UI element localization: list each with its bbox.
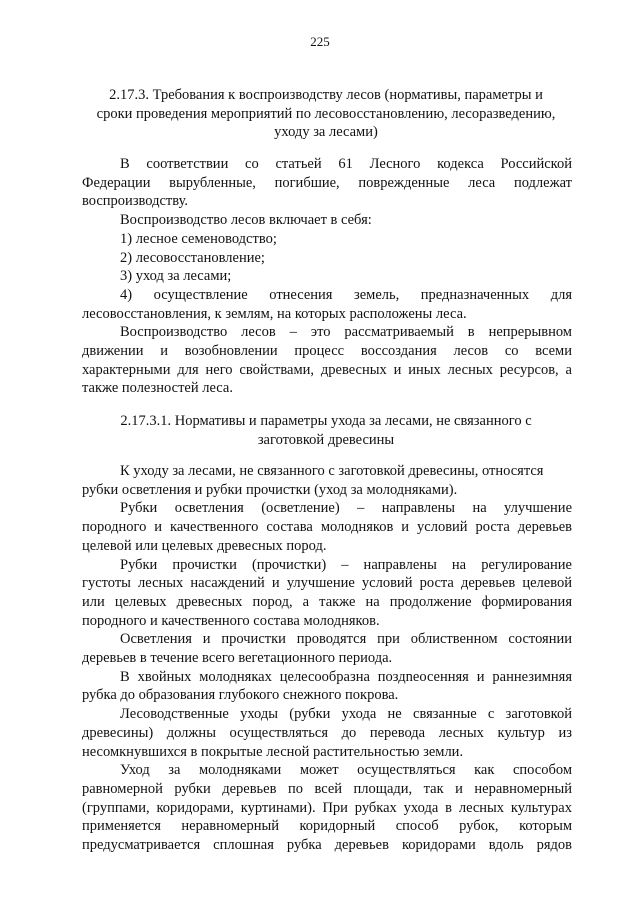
text-line: Уход за молодняками может осуществляться как способом: [120, 762, 572, 779]
text-line: предусматривается сплошная рубка деревьев коридорами вдоль рядов: [82, 837, 572, 854]
heading-line: сроки проведения мероприятий по лесовосстановлению, лесоразведению,: [96, 105, 556, 122]
text-line: Осветления и прочистки проводятся при облиственном состоянии: [120, 631, 572, 648]
text-line: густоты лесных насаждений и улучшение условий роста деревьев целевой: [82, 575, 572, 592]
text-line: несомкнувшихся в покрытые лесной растительностью земли.: [82, 743, 464, 760]
text-line: воспроизводству.: [82, 193, 189, 210]
section-body-2-17-3-1: [82, 462, 572, 855]
text-line: Федерации вырубленные, погибшие, поврежденные леса подлежат: [82, 174, 572, 191]
text-line: равномерной рубки деревьев по всей площади, так и неравномерный: [82, 780, 572, 797]
section-heading-2-17-3: [82, 86, 570, 142]
heading-line: уходу за лесами): [274, 124, 378, 140]
section-heading-2-17-3-1: [82, 412, 570, 449]
text-line: рубка до образования глубокого снежного покрова.: [82, 687, 399, 704]
list-item: 4) осуществление отнесения земель, предназначенных для: [120, 286, 572, 303]
text-line: К уходу за лесами, не связанного с заготовкой древесины, относятся: [120, 463, 544, 479]
section-body-2-17-3: [82, 155, 572, 398]
text-line: В соответствии со статьей 61 Лесного кодекса Российской: [120, 156, 572, 172]
text-line: целевой или целевых древесных пород.: [82, 537, 327, 554]
text-line: Рубки осветления (осветление) – направлены на улучшение: [120, 500, 572, 517]
text-line: древесины) должны осуществляться до перевода лесных культур из: [82, 724, 572, 741]
text-line: характерными для него свойствами, древесных и иных лесных ресурсов, а: [82, 361, 572, 378]
heading-line: 2.17.3.1. Нормативы и параметры ухода за лесами, не связанного с: [120, 413, 532, 429]
text-line: породного и качественного состава молодняков и условий роста деревьев: [82, 519, 572, 536]
list-item: 1) лесное семеноводство;: [120, 230, 277, 247]
text-line: деревьев в течение всего вегетационного периода.: [82, 650, 393, 667]
text-line: также полезностей леса.: [82, 380, 233, 397]
heading-line: 2.17.3. Требования к воспроизводству лесов (нормативы, параметры и: [109, 87, 543, 103]
text-line: рубки осветления и рубки прочистки (уход за молодняками).: [82, 481, 458, 498]
text-line: движении и возобновлении процесс воссоздания лесов со всеми: [82, 343, 572, 360]
text-line: Лесоводственные уходы (рубки ухода не связанные с заготовкой: [120, 706, 572, 723]
text-line: лесовосстановления, к землям, на которых расположены леса.: [82, 305, 467, 322]
text-line: Воспроизводство лесов – это рассматриваемый в непрерывном: [120, 324, 572, 341]
text-line: В хвойных молодняках целесообразна поздneосенняя и раннезимняя: [120, 668, 572, 685]
list-item: 3) уход за лесами;: [120, 268, 232, 285]
page-number: 225: [310, 34, 330, 49]
text-line: (группами, коридорами, куртинами). При рубках ухода в лесных культурах: [82, 799, 572, 816]
text-line: породного и качественного состава молодняков.: [82, 612, 380, 629]
list-item: 2) лесовосстановление;: [120, 249, 265, 266]
heading-line: заготовкой древесины: [257, 431, 395, 448]
text-line: или целевых древесных пород, а также на продолжение формирования: [82, 593, 572, 610]
text-line: Воспроизводство лесов включает в себя:: [120, 212, 372, 229]
text-line: Рубки прочистки (прочистки) – направлены на регулирование: [120, 556, 572, 573]
text-line: применяется неравномерный коридорный способ рубок, которым: [82, 818, 572, 835]
